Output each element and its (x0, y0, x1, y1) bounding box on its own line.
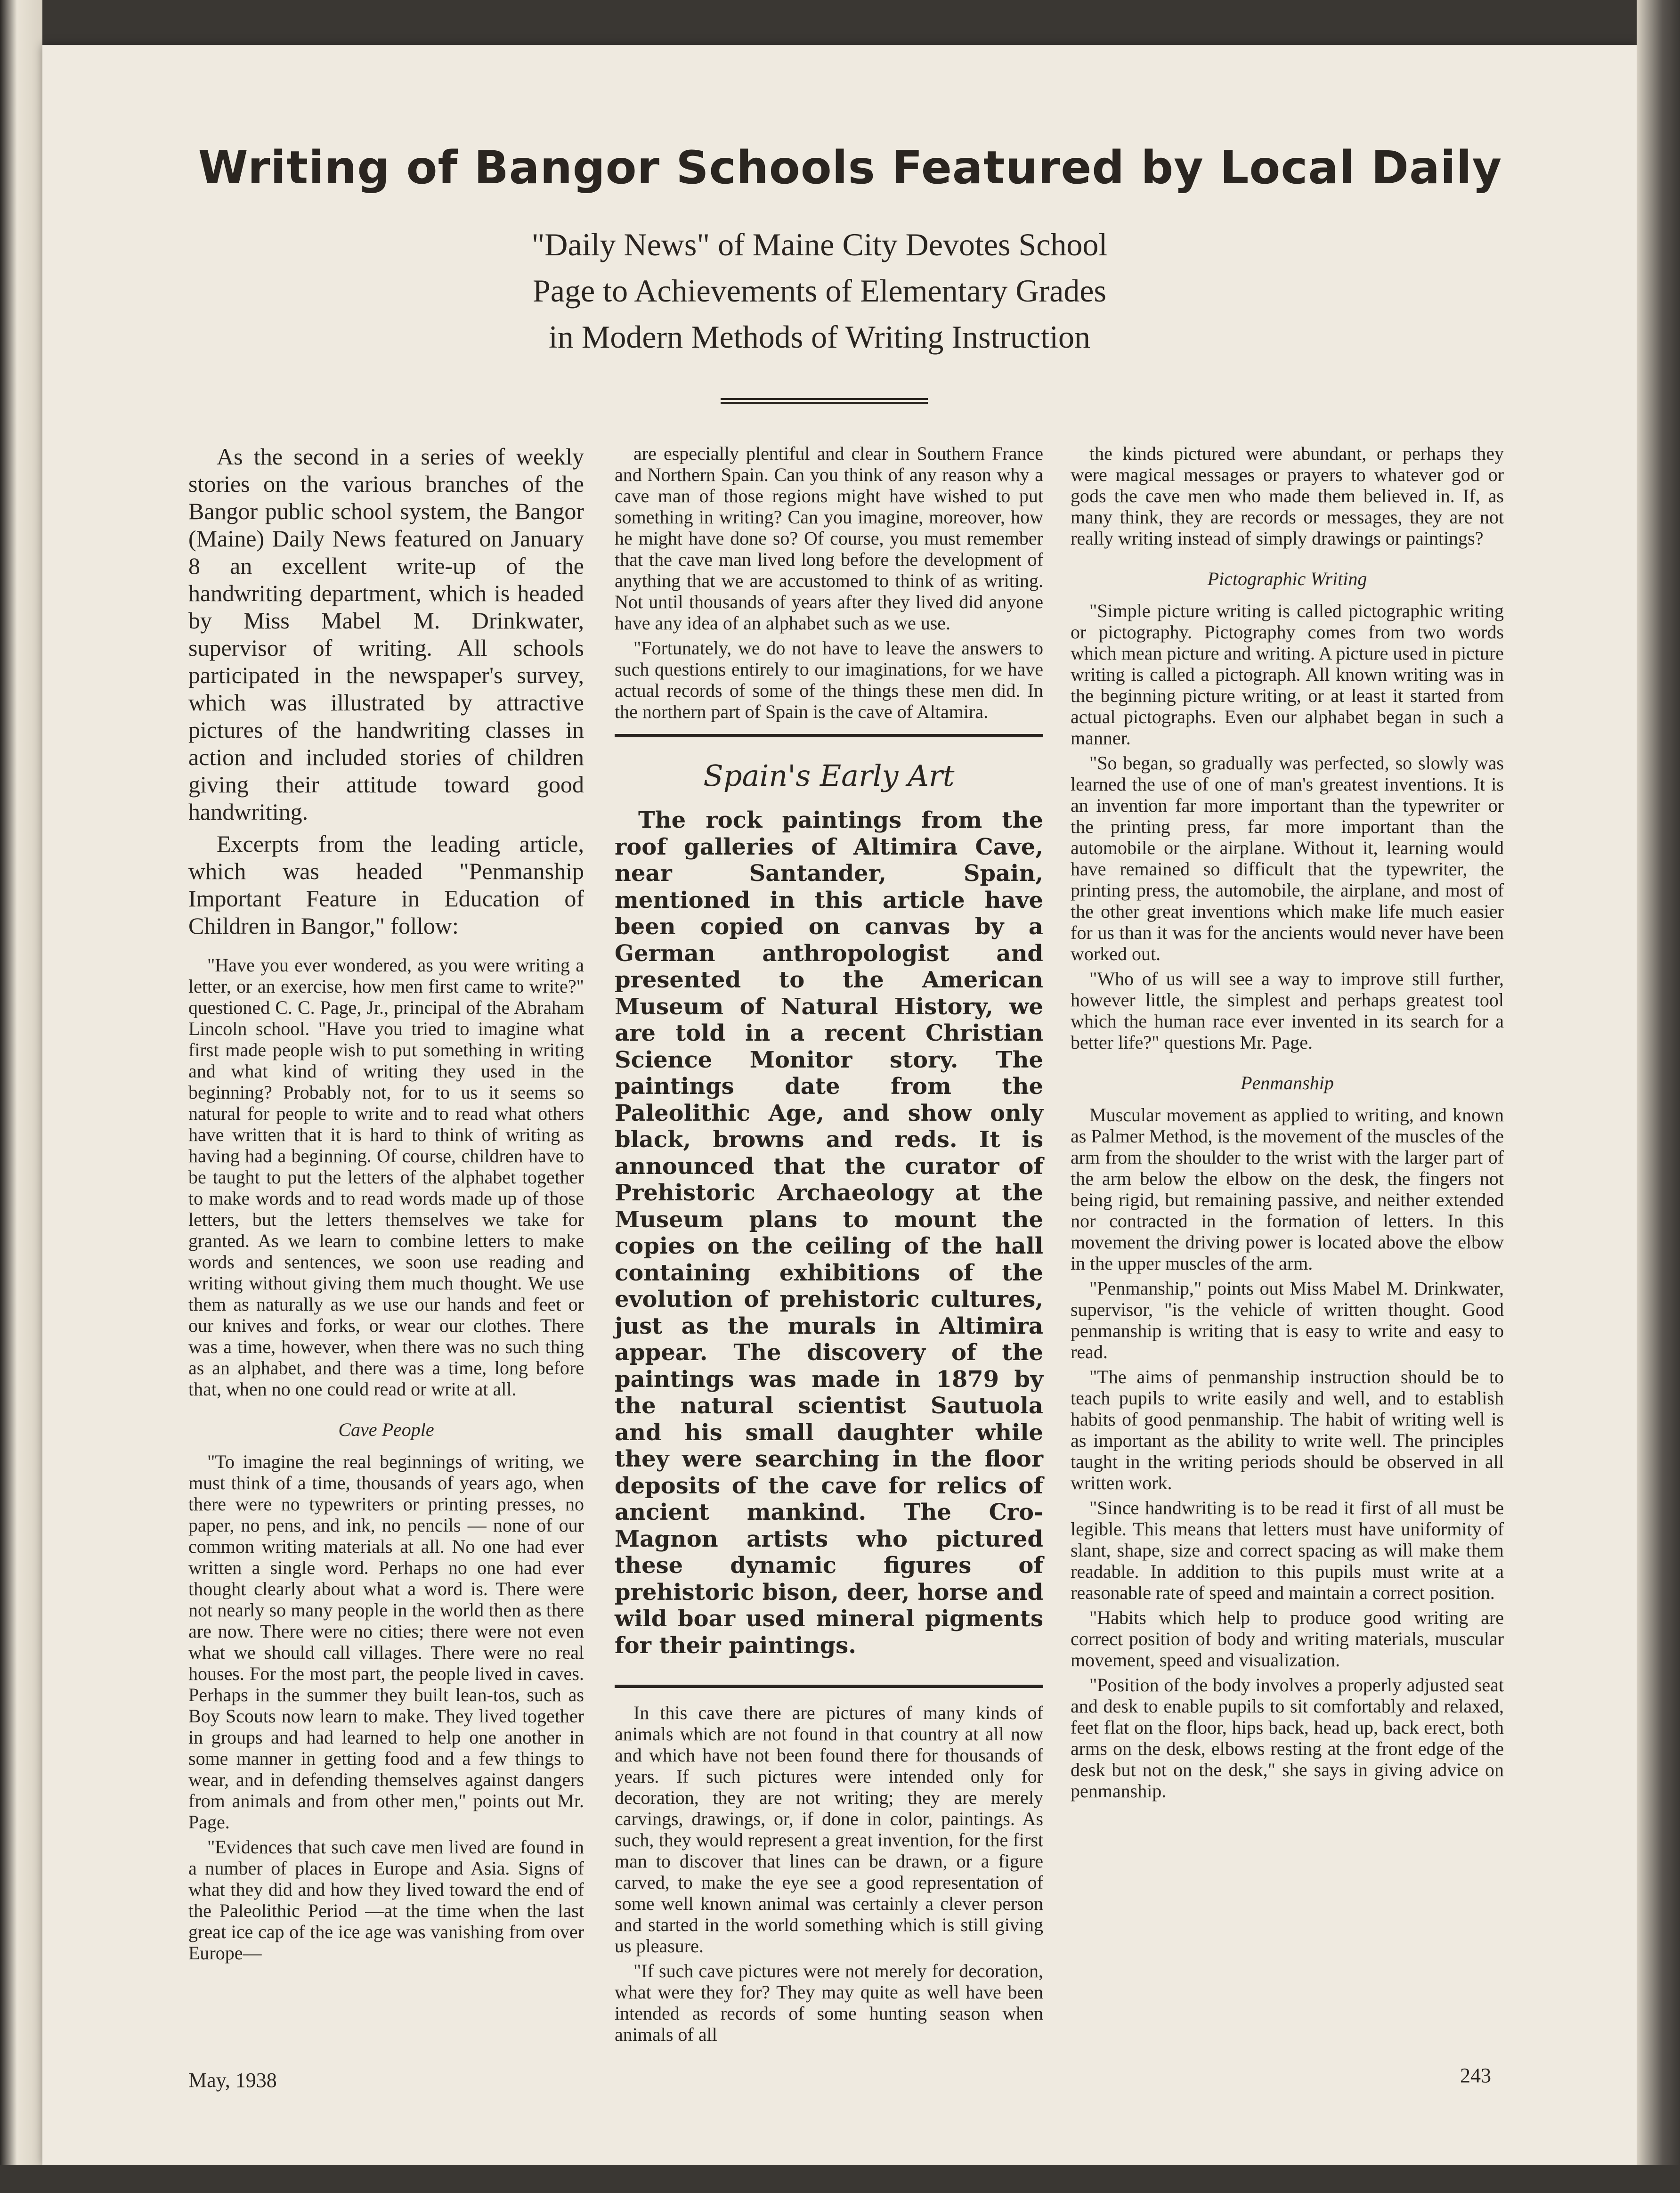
page-edge (1637, 0, 1680, 2193)
body-paragraph: "Position of the body involves a properly adjusted seat and desk to enable pupils to sit comfortably and relaxed, feet flat on the floor, hips back, head up, back erect, both arms on the desk, elbows resting at the front edge of the desk but not on the desk," she says in giving advice on penmanship. (1071, 1674, 1504, 1802)
issue-date: May, 1938 (188, 2069, 277, 2092)
body-paragraph: "To imagine the real beginnings of writing, we must think of a time, thousands of years ago, when there were no typewriters or printing presses, no paper, no pens, and ink, no pencils — none of our common writing materials at all. No one had ever written a single word. Perhaps no one had ever thought clearly about what a word is. There were not nearly so many people in the world then as there are now. There were no cities; there were not even what we should call villages. There were no real houses. For the most part, the people lived in caves. Perhaps in the summer they built lean-tos, such as Boy Scouts now learn to make. They lived together in groups and had learned to help one another in some manner in getting food and a few things to wear, and in defending themselves against dangers from animals and from other men," points out Mr. Page. (188, 1451, 584, 1833)
column-2 (615, 443, 1043, 2049)
body-paragraph: "Simple picture writing is called pictographic writing or pictography. Pictography comes from two words which mean picture and writing. A picture used in picture writing is called a pictograph. All known writing was in the beginning picture writing, or at least it started from actual pictographs. Even our alphabet began in such a manner. (1071, 600, 1504, 749)
body-paragraph: Muscular movement as applied to writing, and known as Palmer Method, is the movement of the muscles of the arm from the shoulder to the wrist with the larger part of the arm below the elbow on the desk, the fingers not being rigid, but remaining passive, and neither extended nor contracted in the formation of letters. In this movement the driving power is located above the elbow in the upper muscles of the arm. (1071, 1104, 1504, 1274)
subhead-line: Page to Achievements of Elementary Grades (533, 273, 1106, 309)
subhead-line: "Daily News" of Maine City Devotes School (531, 227, 1108, 262)
section-heading: Cave People (338, 1419, 434, 1440)
body-paragraph: "Habits which help to produce good writing are correct position of body and writing materials, muscular movement, speed and visualization. (1071, 1607, 1504, 1671)
body-paragraph: "Have you ever wondered, as you were writing a letter, or an exercise, how men first came to write?" questioned C. C. Page, Jr., principal of the Abraham Lincoln school. "Have you tried to imagine what first made people wish to put something in writing and what kind of writing they used in the beginning? Probably not, for to us it seems so natural for people to write and to read what others have written that it is hard to think of writing as having had a beginning. Of course, children have to be taught to put the letters of the alphabet together to make words and to read words made up of those letters, but the letters themselves we take for granted. As we learn to combine letters to make words and sentences, we soon use reading and writing without giving them much thought. We use them as naturally as we use our hands and feet or our knives and forks, or wear our clothes. There was a time, however, when there was no such thing as an alphabet, and there was a time, long before that, when no one could read or write at all. (188, 954, 584, 1400)
body-paragraph: "Evidences that such cave men lived are found in a number of places in Europe and Asia. Signs of what they did and how they lived toward the end of the Paleolithic Period —at the time when the last great ice cap of the ice age was vanishing from over Europe— (188, 1836, 584, 1964)
body-paragraph: "If such cave pictures were not merely for decoration, what were they for? They may quite as well have been intended as records of some hunting season when animals of all (615, 1960, 1043, 2045)
body-paragraph: "Fortunately, we do not have to leave the answers to such questions entirely to our imaginations, for we have actual records of some of the things these men did. In the northern part of Spain is the cave of Altamira. (615, 637, 1043, 722)
body-paragraph: "So began, so gradually was perfected, so slowly was learned the use of one of man's greatest inventions. It is an invention far more important than the typewriter or the printing press, far more important than the automobile or the airplane. Without it, learning would have remained so difficult that the typewriter, the printing press, the automobile, the airplane, and most of the other great inventions which make life much easier for us than it was for the ancients would never have been worked out. (1071, 752, 1504, 964)
section-heading: Pictographic Writing (1207, 568, 1367, 589)
title-divider (721, 398, 928, 404)
page-bottom-edge (0, 2165, 1680, 2193)
body-paragraph: "Penmanship," points out Miss Mabel M. Drinkwater, supervisor, "is the vehicle of written thought. Good penmanship is writing that is easy to write and easy to read. (1071, 1278, 1504, 1362)
sidebar-title: Spain's Early Art (703, 758, 955, 793)
article-headline: Writing of Bangor Schools Featured by Local Daily (198, 141, 1502, 194)
intro-paragraph: Excerpts from the leading article, which was headed "Penmanship Important Feature in Education of Children in Bangor," follow: (188, 831, 584, 939)
article-subhead (424, 221, 1215, 360)
body-paragraph: "Since handwriting is to be read it first of all must be legible. This means that letters must have uniformity of slant, shape, size and correct spacing as will make them readable. In addition to this pupils must write at a reasonable rate of speed and maintain a correct position. (1071, 1497, 1504, 1603)
section-heading: Penmanship (1241, 1072, 1334, 1093)
sidebar-text: The rock paintings from the roof galleries of Altimira Cave, near Santander, Spain, mentioned in this article have been copied on canvas by a German anthropologist and presented to the American Museum of Natural History, we are told in a recent Christian Science Monitor story. The paintings date from the Paleolithic Age, and show only black, browns and reds. It is announced that the curator of Prehistoric Archaeology at the Museum plans to mount the copies on the ceiling of the hall containing exhibitions of the evolution of prehistoric cultures, just as the murals in Altimira appear. The discovery of the paintings was made in 1879 by the natural scientist Sautuola and his small daughter while they were searching in the floor deposits of the cave for relics of ancient mankind. The Cro-Magnon artists who pictured these dynamic figures of prehistoric bison, deer, horse and wild boar used mineral pigments for their paintings. (615, 807, 1043, 1659)
column-1 (188, 443, 584, 1967)
column-3 (1071, 443, 1504, 1805)
book-gutter (0, 0, 42, 2193)
intro-paragraph: As the second in a series of weekly stories on the various branches of the Bangor public school system, the Bangor (Maine) Daily News featured on January 8 an excellent write-up of the handwriting department, which is headed by Miss Mabel M. Drinkwater, supervisor of writing. All schools participated in the newspaper's survey, which was illustrated by attractive pictures of the handwriting classes in action and included stories of children giving their attitude toward good handwriting. (188, 443, 584, 825)
body-paragraph: "Who of us will see a way to improve still further, however little, the simplest and perhaps greatest tool which the human race ever invented in its search for a better life?" questions Mr. Page. (1071, 968, 1504, 1053)
body-paragraph: are especially plentiful and clear in Southern France and Northern Spain. Can you think of any reason why a cave man of those regions might have wished to put something in writing? Can you imagine, moreover, how he might have done so? Of course, you must remember that the cave man lived long before the development of anything that we are accustomed to think of as writing. Not until thousands of years after they lived did anyone have any idea of an alphabet such as we use. (615, 443, 1043, 634)
subhead-line: in Modern Methods of Writing Instruction (549, 319, 1090, 355)
body-paragraph: "The aims of penmanship instruction should be to teach pupils to write easily and well, and to establish habits of good penmanship. The habit of writing well is as important as the ability to write well. The principles taught in the writing periods should be observed in all written work. (1071, 1366, 1504, 1493)
body-paragraph: the kinds pictured were abundant, or perhaps they were magical messages or prayers to whatever god or gods the cave men who made them believed in. If, as many think, they are records or messages, they are not really writing instead of simply drawings or paintings? (1071, 443, 1504, 549)
page-number: 243 (1460, 2064, 1491, 2087)
sidebar-box (615, 734, 1043, 1688)
body-paragraph: In this cave there are pictures of many kinds of animals which are not found in that country at all now and which have not been found there for thousands of years. If such pictures were intended only for decoration, they are not writing; they are merely carvings, drawings, or, if done in color, paintings. As such, they would represent a great invention, for the first man to discover that lines can be drawn, or a figure carved, to make the eye see a good representation of some well known animal was certainly a clever person and started in the world something which is still giving us pleasure. (615, 1702, 1043, 1957)
